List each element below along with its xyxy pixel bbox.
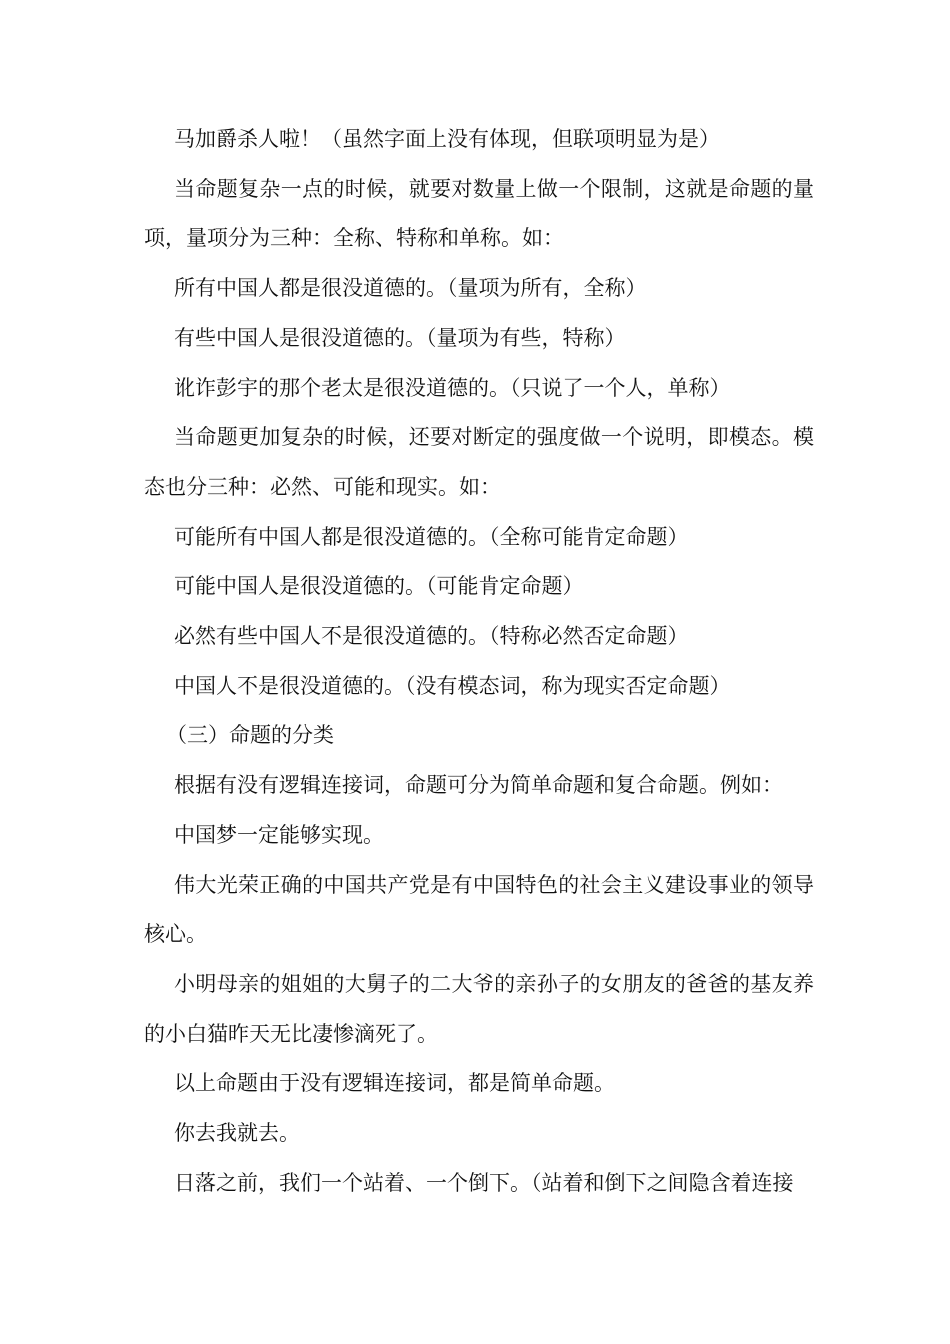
paragraph-compound-example-1: 你去我就去。 [174, 1121, 300, 1146]
document-body [144, 115, 814, 1208]
paragraph-modal-example-1: 可能所有中国人都是很没道德的。（全称可能肯定命题） [174, 524, 689, 549]
paragraph-simple-example-3: 小明母亲的姐姐的大舅子的二大爷的亲孙子的女朋友的爸爸的基友养的小白猫昨天无比凄惨滴死了。 [144, 971, 814, 1046]
paragraph-quantifier-intro: 当命题复杂一点的时候，就要对数量上做一个限制，这就是命题的量项，量项分为三种：全称、特称和单称。如： [144, 176, 814, 251]
paragraph-modal-example-3: 必然有些中国人不是很没道德的。（特称必然否定命题） [174, 624, 689, 649]
paragraph-compound-example-2: 日落之前，我们一个站着、一个倒下。（站着和倒下之间隐含着连接 [174, 1170, 794, 1195]
paragraph-particular-example: 有些中国人是很没道德的。（量项为有些，特称） [174, 325, 626, 350]
paragraph-simple-conclusion: 以上命题由于没有逻辑连接词，都是简单命题。 [174, 1071, 615, 1096]
paragraph-simple-example-1: 中国梦一定能够实现。 [174, 822, 384, 847]
paragraph-modal-example-4: 中国人不是很没道德的。（没有模态词，称为现实否定命题） [174, 673, 731, 698]
paragraph-universal-example: 所有中国人都是很没道德的。（量项为所有，全称） [174, 276, 647, 301]
paragraph-ma-jiajue: 马加爵杀人啦！（虽然字面上没有体现，但联项明显为是） [174, 127, 720, 151]
paragraph-singular-example: 讹诈彭宇的那个老太是很没道德的。（只说了一个人，单称） [174, 375, 731, 400]
paragraph-modal-example-2: 可能中国人是很没道德的。（可能肯定命题） [174, 574, 584, 599]
paragraph-classification-intro: 根据有没有逻辑连接词，命题可分为简单命题和复合命题。例如： [174, 773, 783, 798]
section-heading-classification: （三）命题的分类 [166, 723, 334, 748]
paragraph-simple-example-2: 伟大光荣正确的中国共产党是有中国特色的社会主义建设事业的领导核心。 [144, 872, 814, 947]
paragraph-modality-intro: 当命题更加复杂的时候，还要对断定的强度做一个说明，即模态。模态也分三种：必然、可能和现实。如： [144, 425, 814, 499]
